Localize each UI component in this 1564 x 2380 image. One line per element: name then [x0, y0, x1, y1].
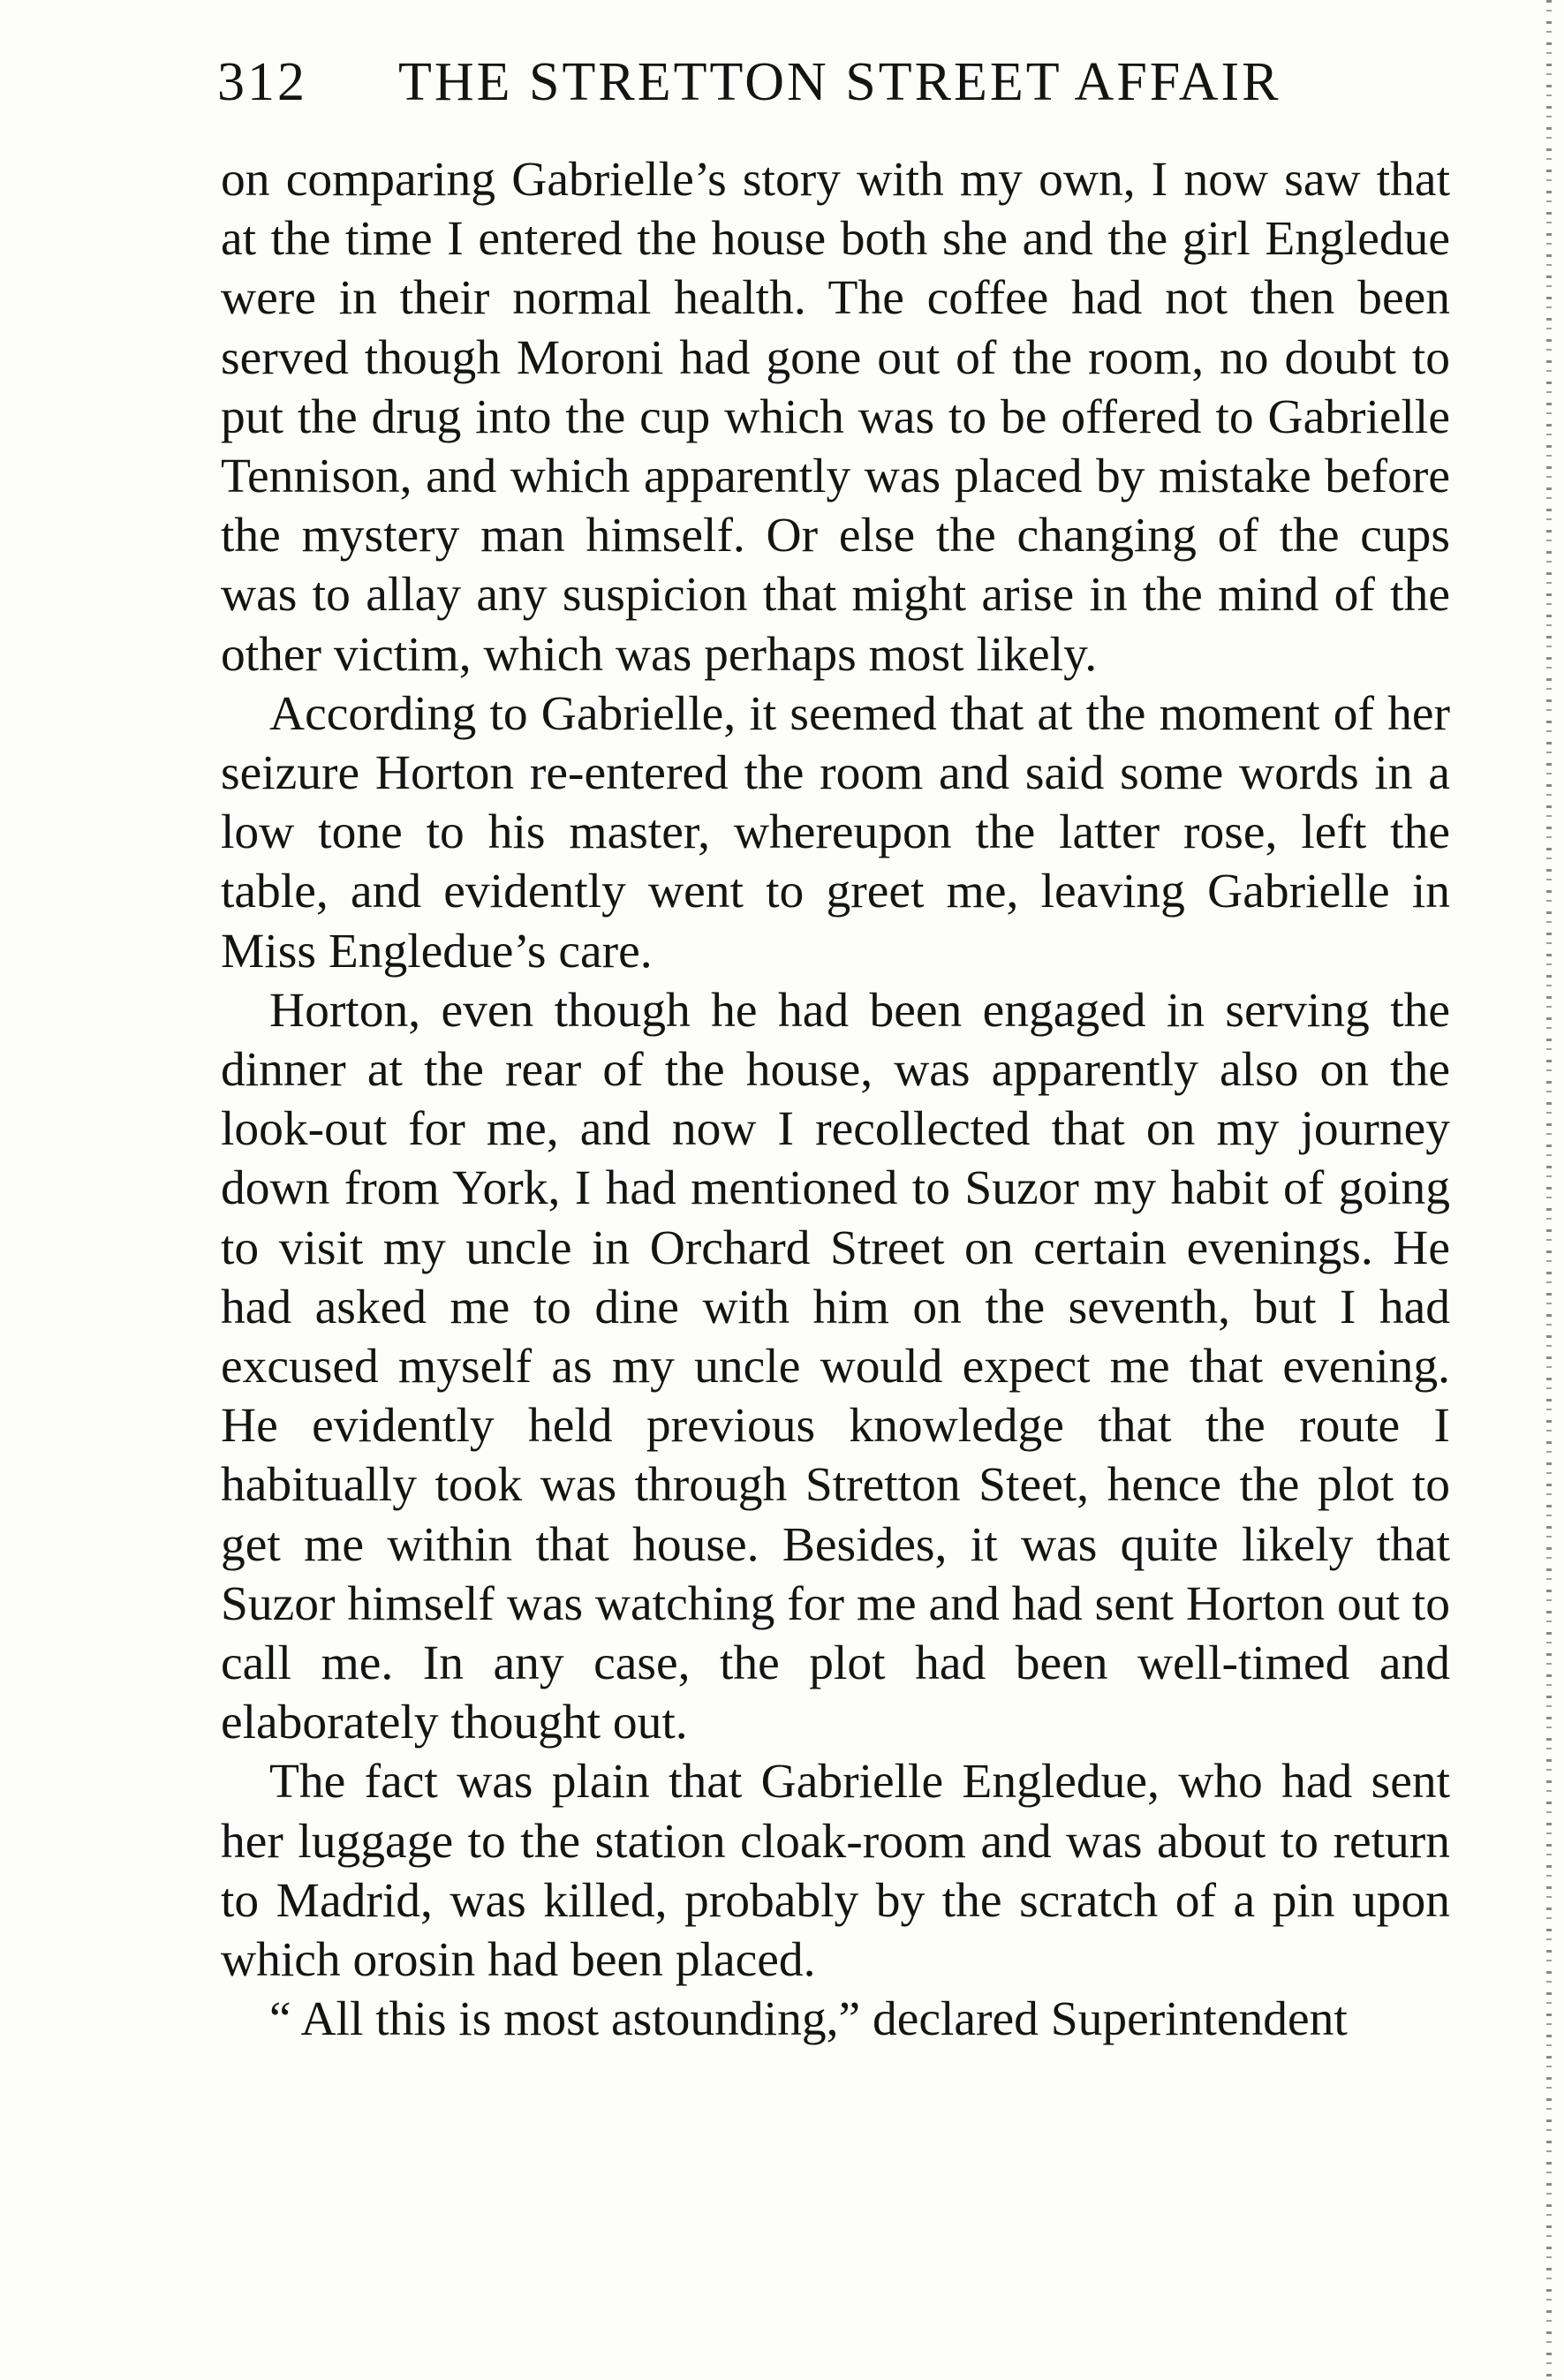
- running-title: THE STRETTON STREET AFFAIR: [398, 52, 1281, 112]
- page-header: [217, 51, 1454, 122]
- paragraph-5: “ All this is most astounding,” declared Superintendent: [269, 1992, 1348, 2047]
- paragraph-4: The fact was plain that Gabrielle Engledue, who had sent her luggage to the station cloak-room and was about to return to Madrid, was killed, probably by the scratch of a pin upon which orosin had been placed.: [221, 1755, 1450, 1988]
- page-number: 312: [217, 52, 307, 112]
- paragraph-3: Horton, even though he had been engaged in serving the dinner at the rear of the house, was apparently also on the look-out for me, and now I recollected that on my journey down from York, I had mentioned to Suzor my habit of going to visit my uncle in Orchard Street on certain evenings. He had asked me to dine with him on the seventh, but I had excused myself as my uncle would expect me that evening. He evidently held previous knowledge that the route I habitually took was through Stretton Steet, hence the plot to get me within that house. Besides, it was quite likely that Suzor himself was watching for me and had sent Horton out to call me. In any case, the plot had been well-timed and elaborately thought out.: [221, 983, 1450, 1750]
- scan-edge-artifact: [1546, 0, 1552, 2380]
- paragraph-1: on comparing Gabrielle’s story with my own, I now saw that at the time I entered the house both she and the girl Engledue were in their normal health. The coffee had not then been served though Moroni had gone out of the room, no doubt to put the drug into the cup which was to be offered to Gabrielle Tennison, and which apparently was placed by mistake before the mystery man himself. Or else the changing of the cups was to allay any suspicion that might arise in the mind of the other victim, which was perhaps most likely.: [221, 153, 1450, 682]
- paragraph-2: According to Gabrielle, it seemed that at the moment of her seizure Horton re-entered the room and said some words in a low tone to his master, whereupon the latter rose, left the table, and evidently went to greet me, leaving Gabrielle in Miss Engledue’s care.: [221, 686, 1450, 978]
- body-text: [221, 150, 1450, 2050]
